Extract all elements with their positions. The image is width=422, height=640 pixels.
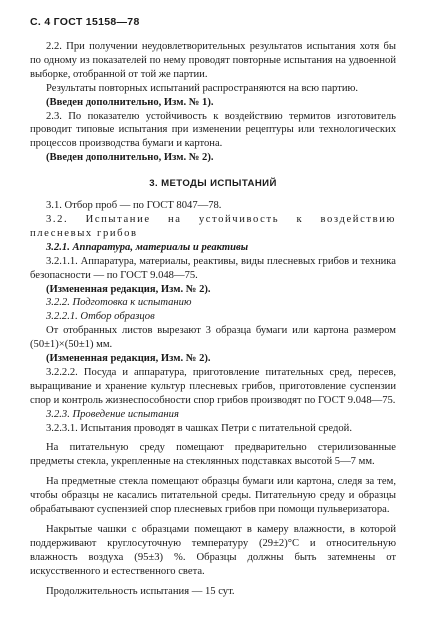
amendment-note-1: (Введен дополнительно, Изм. № 1).: [46, 96, 214, 108]
clause-3-2-2-1: 3.2.2.1. Отбор образцов: [46, 311, 155, 323]
document-body: [30, 40, 396, 599]
paragraph-2-2: 2.2. При получении неудовлетворительных результатов испытания хотя бы по одному из показателей по нему проводят повторные испытания на удвоенной выборке, отобранной от той же партии.: [30, 41, 396, 80]
page-header: С. 4 ГОСТ 15158—78: [30, 16, 140, 28]
paragraph-glass: На питательную среду помещают предварительно стерилизованные предметы стекла, укрепленные на стеклянных подставках высотой 5—7 мм.: [30, 442, 396, 468]
clause-3-2-1: 3.2.1. Аппаратура, материалы и реактивы: [46, 241, 249, 253]
paragraph-results: Результаты повторных испытаний распространяются на всю партию.: [46, 82, 359, 94]
paragraph-chamber: Накрытые чашки с образцами помещают в камеру влажности, в которой поддерживают круглосуточную температуру (29±2)°С и относительную влажность воздуха (95±3) %. Образцы должны быть затемнены от искусственного и естественного света.: [30, 524, 396, 577]
paragraph-duration: Продолжительность испытания — 15 сут.: [46, 585, 235, 597]
clause-3-2: 3.2. Испытание на устойчивость к воздействию плесневых грибов: [30, 213, 396, 239]
section-heading: 3. МЕТОДЫ ИСПЫТАНИЙ: [149, 178, 277, 190]
clause-3-2-3-1: 3.2.3.1. Испытания проводят в чашках Петри с питательной средой.: [46, 422, 352, 434]
clause-3-2-1-1: 3.2.1.1. Аппаратура, материалы, реактивы, виды плесневых грибов и техника безопасности — по ГОСТ 9.048—75.: [30, 255, 396, 281]
paragraph-samples: От отобранных листов вырезают 3 образца бумаги или картона размером (50±1)×(50±1) мм.: [30, 325, 396, 351]
amendment-note-2: (Введен дополнительно, Изм. № 2).: [46, 152, 214, 164]
clause-3-2-2-2: 3.2.2.2. Посуда и аппаратура, приготовление питательных сред, пересев, выращивание и хранение культур плесневых грибов, приготовление суспензии спор и контроль жизнеспособности спор грибов производят по ГОСТ 9.048—75.: [30, 366, 396, 406]
paragraph-2-3: 2.3. По показателю устойчивость к воздействию термитов изготовитель проводит типовые испытания при изменении рецептуры или технологических процессов производства бумаги и картона.: [30, 110, 396, 150]
paragraph-spraying: На предметные стекла помещают образцы бумаги или картона, следя за тем, чтобы образцы не касались питательной среды. Питательную среду и образцы обрабатывают суспензией спор плесневых грибов при помощи пульверизатора.: [30, 476, 396, 516]
clause-3-2-2: 3.2.2. Подготовка к испытанию: [46, 297, 192, 309]
amendment-note-3: (Измененная редакция, Изм. № 2).: [46, 283, 211, 295]
clause-3-1: 3.1. Отбор проб — по ГОСТ 8047—78.: [46, 200, 222, 212]
clause-3-2-3: 3.2.3. Проведение испытания: [46, 408, 179, 420]
amendment-note-4: (Измененная редакция, Изм. № 2).: [46, 353, 211, 365]
